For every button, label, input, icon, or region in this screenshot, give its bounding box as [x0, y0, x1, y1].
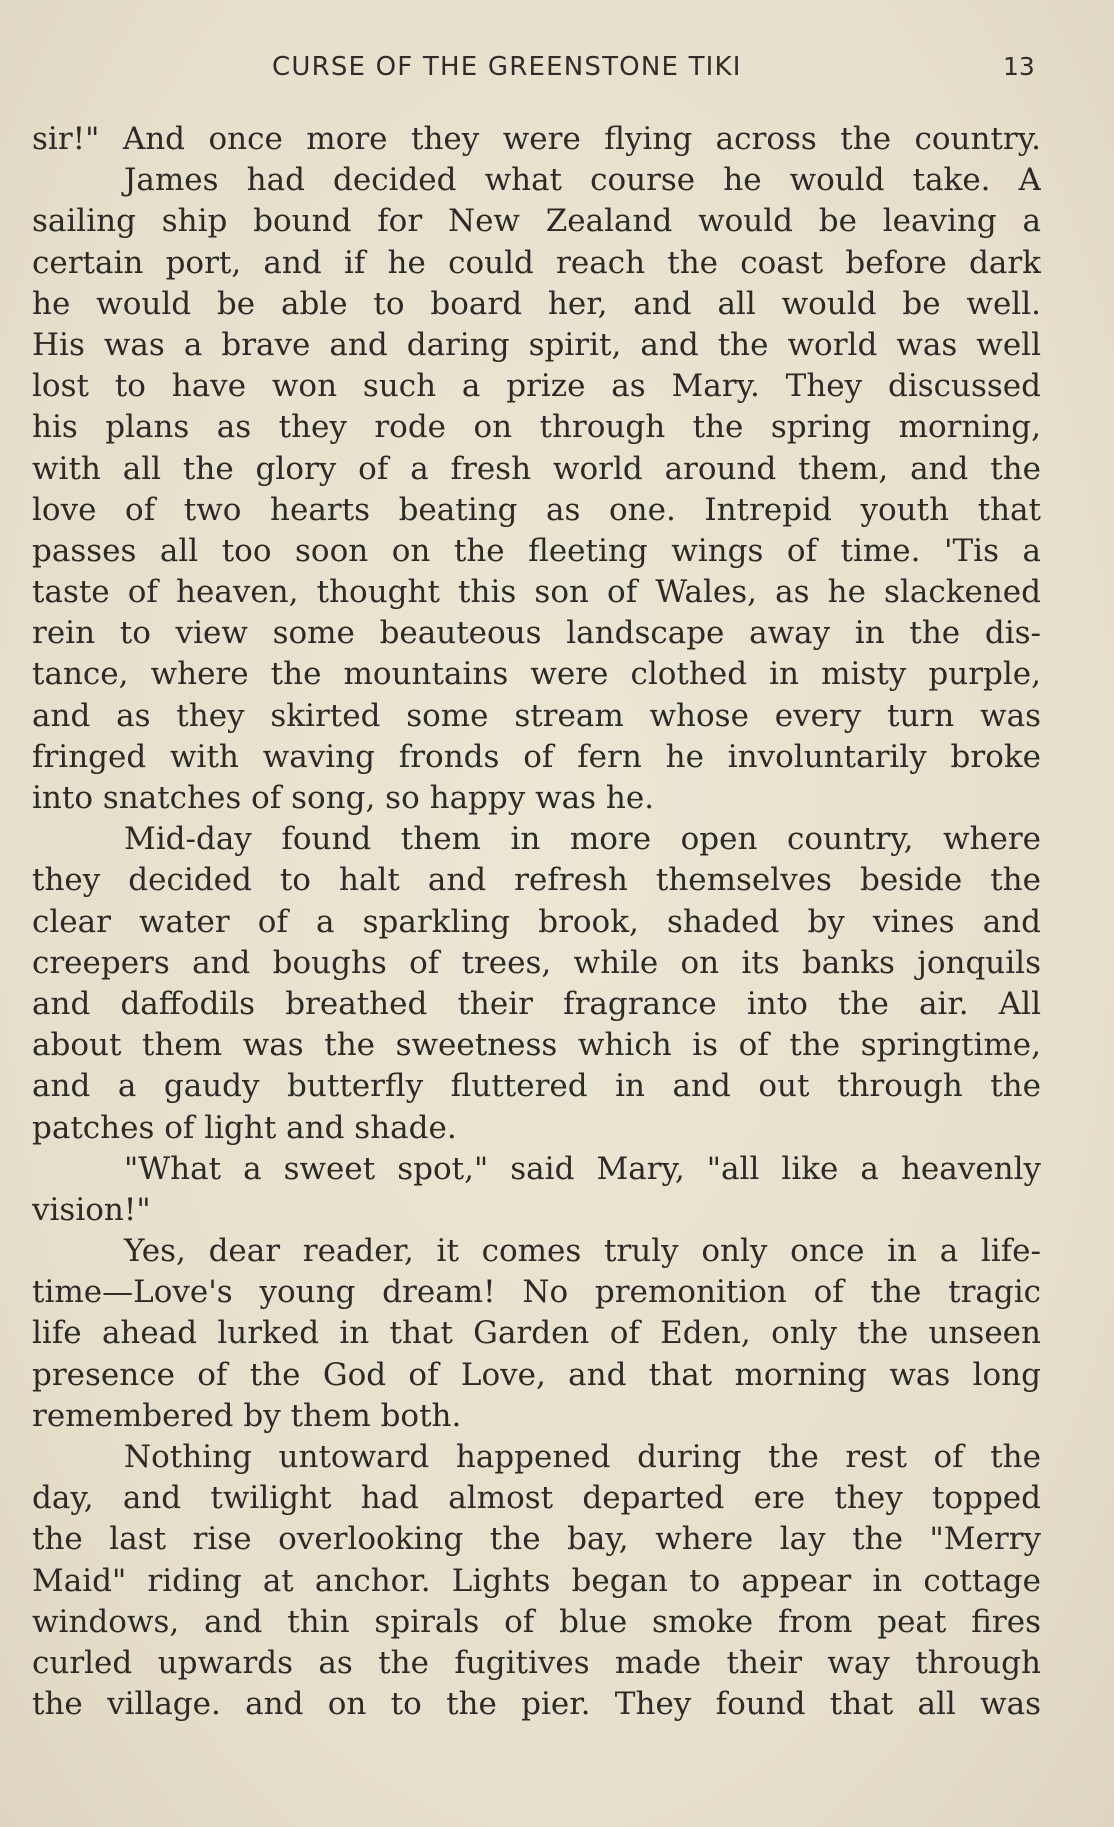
text-line: and a gaudy butterfly fluttered in and out through the	[32, 1068, 1041, 1105]
text-line: sailing ship bound for New Zealand would be leaving a	[32, 203, 1041, 240]
text-line: his plans as they rode on through the spring morning,	[32, 409, 1041, 446]
text-line: Yes, dear reader, it comes truly only once in a life-	[124, 1233, 1041, 1270]
text-line: time—Love's young dream! No premonition of the tragic	[32, 1274, 1041, 1311]
text-line: love of two hearts beating as one. Intrepid youth that	[32, 491, 1041, 528]
text-line: patches of light and shade.	[32, 1109, 457, 1146]
text-line: taste of heaven, thought this son of Wales, as he slackened	[32, 574, 1041, 611]
text-line: Maid" riding at anchor. Lights began to appear in cottage	[32, 1562, 1041, 1599]
text-line: fringed with waving fronds of fern he involuntarily broke	[32, 738, 1041, 775]
text-line: creepers and boughs of trees, while on its banks jonquils	[32, 944, 1041, 981]
text-line: tance, where the mountains were clothed in misty purple,	[32, 656, 1041, 693]
text-line: windows, and thin spirals of blue smoke from peat fires	[32, 1603, 1041, 1640]
text-line: he would be able to board her, and all would be well.	[32, 285, 1041, 322]
text-line: sir!" And once more they were flying across the country.	[32, 121, 1041, 157]
text-line: day, and twilight had almost departed ere they topped	[32, 1480, 1041, 1517]
text-line: about them was the sweetness which is of the springtime,	[32, 1027, 1041, 1064]
text-line: with all the glory of a fresh world around them, and the	[32, 450, 1041, 487]
text-line: Nothing untoward happened during the rest of the	[124, 1439, 1041, 1475]
text-line: the last rise overlooking the bay, where lay the "Merry	[32, 1521, 1041, 1558]
text-line: clear water of a sparkling brook, shaded by vines and	[32, 903, 1041, 940]
running-head-title: CURSE OF THE GREENSTONE TIKI	[272, 52, 742, 82]
text-line: the village. and on to the pier. They found that all was	[32, 1686, 1041, 1723]
text-line: "What a sweet spot," said Mary, "all like a heavenly	[124, 1150, 1041, 1187]
text-line: curled upwards as the fugitives made their way through	[32, 1644, 1041, 1681]
text-line: Mid-day found them in more open country, where	[124, 821, 1041, 858]
text-line: and daffodils breathed their fragrance into the air. All	[32, 985, 1041, 1022]
text-line: life ahead lurked in that Garden of Eden, only the unseen	[32, 1315, 1041, 1352]
text-line: presence of the God of Love, and that morning was long	[32, 1356, 1041, 1393]
body-text	[32, 119, 1041, 1725]
text-line: remembered by them both.	[32, 1397, 462, 1434]
text-line: vision!"	[32, 1191, 151, 1228]
text-line: and as they skirted some stream whose every turn was	[32, 697, 1041, 734]
text-line: they decided to halt and refresh themselves beside the	[32, 862, 1041, 899]
text-line: lost to have won such a prize as Mary. They discussed	[32, 368, 1041, 405]
text-line: certain port, and if he could reach the coast before dark	[32, 244, 1041, 281]
text-line: His was a brave and daring spirit, and the world was well	[32, 326, 1041, 363]
text-line: James had decided what course he would take. A	[124, 162, 1041, 199]
page-number: 13	[1003, 52, 1035, 81]
text-line: rein to view some beauteous landscape away in the dis-	[32, 615, 1041, 652]
text-line: passes all too soon on the fleeting wings of time. 'Tis a	[32, 532, 1041, 569]
text-line: into snatches of song, so happy was he.	[32, 780, 655, 816]
